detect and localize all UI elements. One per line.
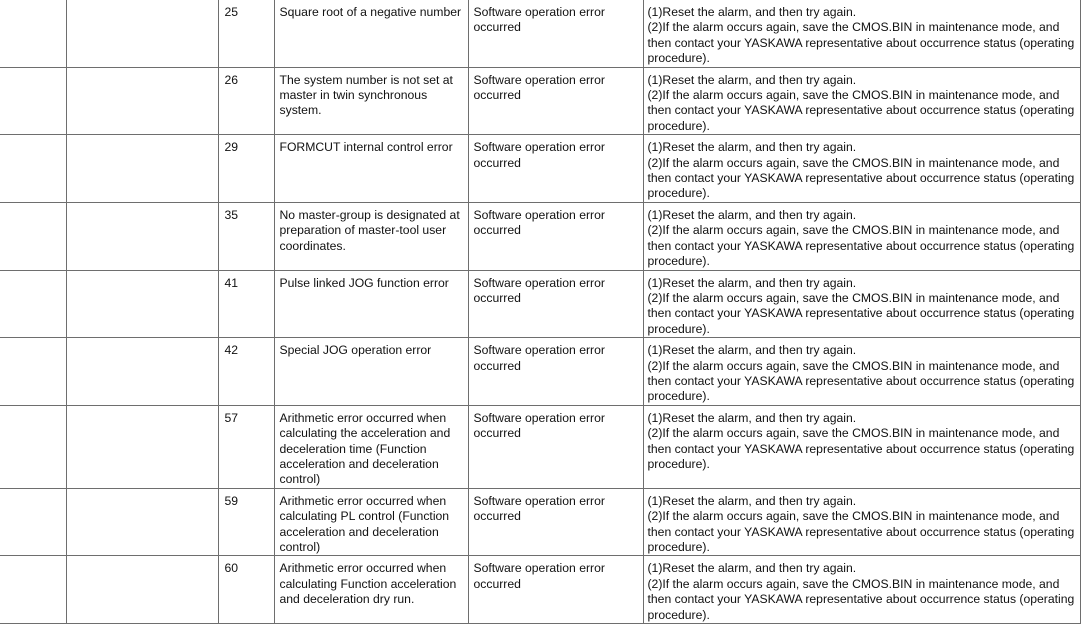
remedy-cell: (1)Reset the alarm, and then try again. (2)If the alarm occurs again, save the CMOS.BIN in maintenance mode, and then contact your YASKAWA representative about occurrence status (operating procedure). [643, 488, 1080, 556]
sub-code-cell: 35 [218, 202, 274, 270]
blank-cell [66, 270, 218, 338]
blank-cell [0, 0, 66, 67]
blank-cell [66, 202, 218, 270]
description-cell: Square root of a negative number [274, 0, 468, 67]
blank-cell [66, 556, 218, 624]
table-row [0, 202, 1080, 270]
description-cell: Arithmetic error occurred when calculating PL control (Function acceleration and deceleration control) [274, 488, 468, 556]
table-row [0, 405, 1080, 488]
blank-cell [0, 202, 66, 270]
sub-code-cell: 26 [218, 67, 274, 135]
cause-cell: Software operation error occurred [468, 338, 643, 406]
cause-cell: Software operation error occurred [468, 202, 643, 270]
blank-cell [66, 135, 218, 203]
table-row [0, 67, 1080, 135]
table-row [0, 338, 1080, 406]
blank-cell [66, 0, 218, 67]
blank-cell [66, 488, 218, 556]
remedy-cell: (1)Reset the alarm, and then try again. (2)If the alarm occurs again, save the CMOS.BIN in maintenance mode, and then contact your YASKAWA representative about occurrence status (operating procedure). [643, 270, 1080, 338]
table-row [0, 556, 1080, 624]
blank-cell [0, 135, 66, 203]
remedy-cell: (1)Reset the alarm, and then try again. (2)If the alarm occurs again, save the CMOS.BIN in maintenance mode, and then contact your YASKAWA representative about occurrence status (operating procedure). [643, 556, 1080, 624]
description-cell: The system number is not set at master in twin synchronous system. [274, 67, 468, 135]
remedy-cell: (1)Reset the alarm, and then try again. (2)If the alarm occurs again, save the CMOS.BIN in maintenance mode, and then contact your YASKAWA representative about occurrence status (operating procedure). [643, 202, 1080, 270]
cause-cell: Software operation error occurred [468, 67, 643, 135]
sub-code-cell: 57 [218, 405, 274, 488]
description-cell: FORMCUT internal control error [274, 135, 468, 203]
sub-code-cell: 42 [218, 338, 274, 406]
remedy-cell: (1)Reset the alarm, and then try again. (2)If the alarm occurs again, save the CMOS.BIN in maintenance mode, and then contact your YASKAWA representative about occurrence status (operating procedure). [643, 0, 1080, 67]
blank-cell [66, 67, 218, 135]
table-row [0, 135, 1080, 203]
description-cell: Arithmetic error occurred when calculating the acceleration and deceleration time (Function acceleration and deceleration control) [274, 405, 468, 488]
remedy-cell: (1)Reset the alarm, and then try again. (2)If the alarm occurs again, save the CMOS.BIN in maintenance mode, and then contact your YASKAWA representative about occurrence status (operating procedure). [643, 405, 1080, 488]
remedy-cell: (1)Reset the alarm, and then try again. (2)If the alarm occurs again, save the CMOS.BIN in maintenance mode, and then contact your YASKAWA representative about occurrence status (operating procedure). [643, 338, 1080, 406]
blank-cell [0, 270, 66, 338]
blank-cell [66, 405, 218, 488]
blank-cell [0, 405, 66, 488]
cause-cell: Software operation error occurred [468, 270, 643, 338]
sub-code-cell: 59 [218, 488, 274, 556]
table-row [0, 0, 1080, 67]
cause-cell: Software operation error occurred [468, 0, 643, 67]
table-row [0, 270, 1080, 338]
sub-code-cell: 60 [218, 556, 274, 624]
cause-cell: Software operation error occurred [468, 405, 643, 488]
remedy-cell: (1)Reset the alarm, and then try again. (2)If the alarm occurs again, save the CMOS.BIN in maintenance mode, and then contact your YASKAWA representative about occurrence status (operating procedure). [643, 67, 1080, 135]
sub-code-cell: 41 [218, 270, 274, 338]
blank-cell [0, 338, 66, 406]
description-cell: Pulse linked JOG function error [274, 270, 468, 338]
remedy-cell: (1)Reset the alarm, and then try again. (2)If the alarm occurs again, save the CMOS.BIN in maintenance mode, and then contact your YASKAWA representative about occurrence status (operating procedure). [643, 135, 1080, 203]
blank-cell [66, 338, 218, 406]
blank-cell [0, 67, 66, 135]
cause-cell: Software operation error occurred [468, 135, 643, 203]
sub-code-cell: 29 [218, 135, 274, 203]
description-cell: Arithmetic error occurred when calculating Function acceleration and deceleration dry run. [274, 556, 468, 624]
description-cell: No master-group is designated at preparation of master-tool user coordinates. [274, 202, 468, 270]
blank-cell [0, 556, 66, 624]
blank-cell [0, 488, 66, 556]
cause-cell: Software operation error occurred [468, 488, 643, 556]
sub-code-cell: 25 [218, 0, 274, 67]
cause-cell: Software operation error occurred [468, 556, 643, 624]
table-row [0, 488, 1080, 556]
description-cell: Special JOG operation error [274, 338, 468, 406]
